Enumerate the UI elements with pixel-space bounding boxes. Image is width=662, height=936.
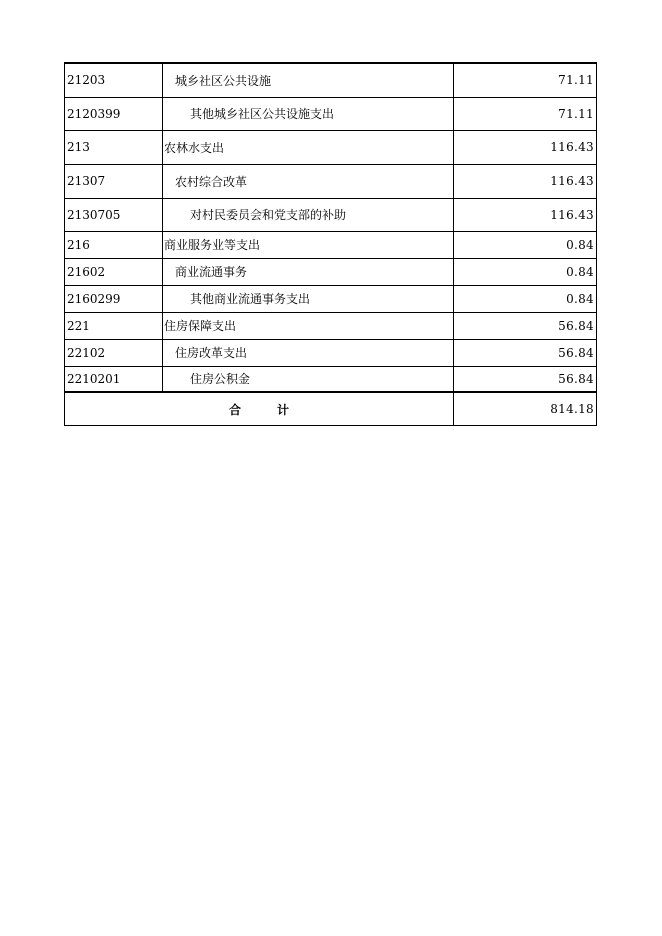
row-code: 2120399 [65, 97, 163, 130]
row-name: 其他商业流通事务支出 [163, 285, 454, 312]
row-code: 2210201 [65, 366, 163, 392]
row-name: 商业服务业等支出 [163, 231, 454, 258]
row-name: 住房公积金 [163, 366, 454, 392]
row-amount: 56.84 [454, 312, 597, 339]
row-amount: 56.84 [454, 366, 597, 392]
row-code: 21307 [65, 164, 163, 198]
row-name: 农村综合改革 [163, 164, 454, 198]
row-code: 21203 [65, 63, 163, 97]
row-code: 2160299 [65, 285, 163, 312]
row-amount: 56.84 [454, 339, 597, 366]
table-row [65, 258, 597, 285]
table-row [65, 198, 597, 231]
row-amount: 71.11 [454, 63, 597, 97]
table-row [65, 231, 597, 258]
total-row [65, 392, 597, 426]
table-row [65, 312, 597, 339]
row-name: 其他城乡社区公共设施支出 [163, 97, 454, 130]
row-name: 住房改革支出 [163, 339, 454, 366]
row-name: 商业流通事务 [163, 258, 454, 285]
row-amount: 116.43 [454, 130, 597, 164]
total-label [65, 392, 454, 426]
row-code: 216 [65, 231, 163, 258]
row-name: 农林水支出 [163, 130, 454, 164]
row-name: 城乡社区公共设施 [163, 63, 454, 97]
table-row [65, 164, 597, 198]
row-code: 22102 [65, 339, 163, 366]
table-row [65, 130, 597, 164]
row-code: 213 [65, 130, 163, 164]
row-amount: 0.84 [454, 258, 597, 285]
table-body [65, 63, 597, 426]
row-amount: 116.43 [454, 198, 597, 231]
row-code: 21602 [65, 258, 163, 285]
row-amount: 71.11 [454, 97, 597, 130]
total-amount: 814.18 [454, 392, 597, 426]
row-name: 对村民委员会和党支部的补助 [163, 198, 454, 231]
table-row [65, 366, 597, 392]
total-label-text: 合 计 [228, 402, 289, 417]
row-code: 2130705 [65, 198, 163, 231]
row-amount: 116.43 [454, 164, 597, 198]
row-name: 住房保障支出 [163, 312, 454, 339]
row-amount: 0.84 [454, 231, 597, 258]
table-row [65, 97, 597, 130]
table-row [65, 285, 597, 312]
row-amount: 0.84 [454, 285, 597, 312]
table-row [65, 63, 597, 97]
budget-table [64, 62, 597, 426]
table-row [65, 339, 597, 366]
row-code: 221 [65, 312, 163, 339]
